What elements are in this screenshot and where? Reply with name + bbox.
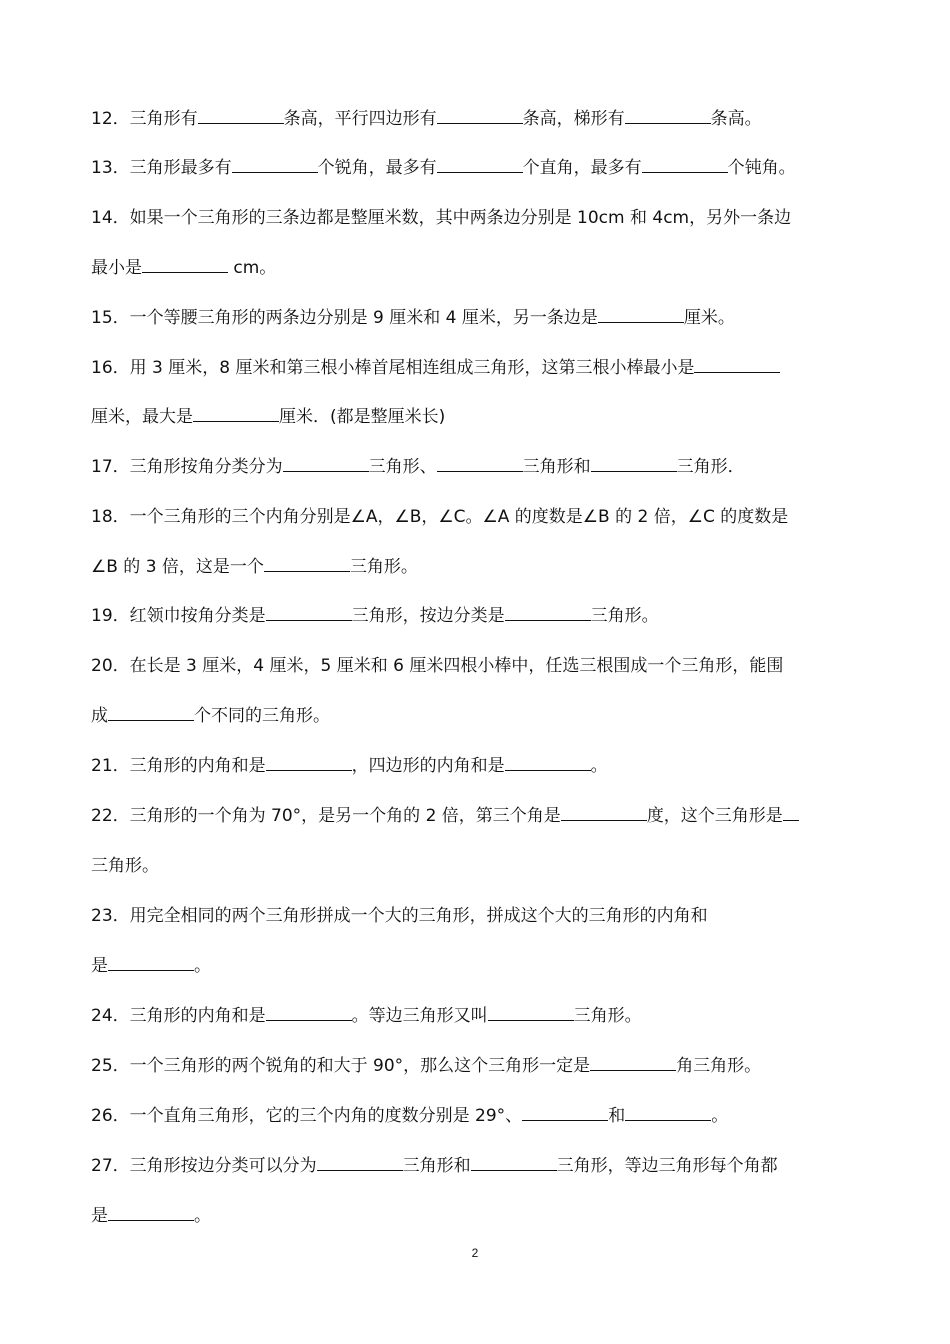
question-text: 条高，平行四边形有 [283,109,437,129]
question-text: ．三角形有 [112,109,198,129]
question-line [91,1205,211,1227]
answer-blank[interactable] [108,706,194,721]
question-line [91,905,708,927]
answer-blank[interactable] [591,457,677,472]
answer-blank[interactable] [783,806,799,821]
answer-blank[interactable] [437,457,523,472]
question-text: 是 [91,956,108,976]
answer-blank[interactable] [505,606,591,621]
question-text: 条高，梯形有 [522,109,625,129]
answer-blank[interactable] [437,158,523,173]
answer-blank[interactable] [642,158,728,173]
question-line [91,1105,728,1127]
question-text: ．一个直角三角形，它的三个内角的度数分别是 29°、 [112,1106,523,1126]
question-line [91,805,799,827]
question-text: ．用完全相同的两个三角形拼成一个大的三角形，拼成这个大的三角形的内角和 [112,906,708,926]
question-text: ．三角形按边分类可以分为 [112,1156,317,1176]
question-number: 12 [91,109,113,129]
question-number: 27 [91,1156,113,1176]
question-text: ．一个等腰三角形的两条边分别是 9 厘米和 4 厘米，另一条边是 [112,308,598,328]
question-text: ．一个三角形的三个内角分别是∠A，∠B，∠C。∠A 的度数是∠B 的 2 倍，∠C 的度数是 [112,507,789,527]
question-text: ∠B 的 3 倍，这是一个 [91,557,264,577]
question-line [91,357,780,379]
question-number: 18 [91,507,113,527]
question-text: 度，这个三角形是 [646,806,783,826]
question-text: 。 [590,756,608,776]
question-text: 和 [608,1106,626,1126]
question-line [91,108,762,130]
question-line [91,655,783,677]
answer-blank[interactable] [283,457,369,472]
question-text: ，四边形的内角和是 [351,756,505,776]
question-number: 22 [91,806,113,826]
question-text: 条高。 [710,109,762,129]
question-number: 14 [91,208,113,228]
question-text: 三角形。 [349,557,418,577]
question-text: 角三角形。 [676,1056,762,1076]
answer-blank[interactable] [264,557,350,572]
question-text: 三角形。 [590,606,659,626]
question-text: 厘米．(都是整厘米长) [279,407,446,427]
answer-blank[interactable] [694,358,780,373]
question-text: ．三角形的内角和是 [112,1006,266,1026]
question-line [91,307,735,329]
question-number: 13 [91,158,113,178]
question-number: 26 [91,1106,113,1126]
question-number: 25 [91,1056,113,1076]
question-text: ．三角形最多有 [112,158,232,178]
page-number: 2 [471,1246,479,1260]
question-text: ．红领巾按角分类是 [112,606,266,626]
question-text: ．在长是 3 厘米，4 厘米，5 厘米和 6 厘米四根小棒中，任选三根围成一个三角形，能围 [112,656,784,676]
question-line [91,755,608,777]
question-text: ．如果一个三角形的三条边都是整厘米数，其中两条边分别是 10cm 和 4cm，另外一条边 [112,208,792,228]
question-line [91,955,211,977]
question-text: 厘米，最大是 [91,407,193,427]
question-text: 个钝角。 [727,158,796,178]
answer-blank[interactable] [193,407,279,422]
question-line [91,605,659,627]
answer-blank[interactable] [266,606,352,621]
answer-blank[interactable] [561,806,647,821]
question-line [91,705,330,727]
question-line [91,1055,761,1077]
question-number: 24 [91,1006,113,1026]
question-number: 21 [91,756,113,776]
question-line [91,157,796,179]
answer-blank[interactable] [108,1206,194,1221]
question-number: 19 [91,606,113,626]
question-text: 三角形。 [573,1006,642,1026]
question-text: 三角形和 [522,457,591,477]
question-text: 三角形、 [368,457,437,477]
question-text: 个不同的三角形。 [194,706,330,726]
answer-blank[interactable] [198,109,284,124]
question-line [91,1155,778,1177]
question-text: 三角形． [676,457,745,477]
question-line [91,556,418,578]
question-text: 是 [91,1206,108,1226]
answer-blank[interactable] [266,1006,352,1021]
answer-blank[interactable] [471,1156,557,1171]
answer-blank[interactable] [142,258,228,273]
question-number: 23 [91,906,113,926]
question-line [91,855,159,877]
question-text: 三角形，按边分类是 [351,606,505,626]
question-number: 17 [91,457,113,477]
question-text: 三角形。 [91,856,159,876]
question-line [91,257,276,279]
question-text: 最小是 [91,258,142,278]
answer-blank[interactable] [437,109,523,124]
question-text: 个直角，最多有 [522,158,642,178]
question-text: 。等边三角形又叫 [351,1006,488,1026]
answer-blank[interactable] [625,1106,711,1121]
question-text: 个锐角，最多有 [317,158,437,178]
answer-blank[interactable] [505,756,591,771]
answer-blank[interactable] [598,308,684,323]
question-text: 厘米。 [683,308,735,328]
answer-blank[interactable] [488,1006,574,1021]
question-number: 16 [91,358,113,378]
question-text: 三角形和 [402,1156,471,1176]
answer-blank[interactable] [590,1056,676,1071]
question-number: 15 [91,308,113,328]
answer-blank[interactable] [232,158,318,173]
question-text: 成 [91,706,108,726]
question-line [91,406,445,428]
question-text: 三角形，等边三角形每个角都 [556,1156,778,1176]
answer-blank[interactable] [625,109,711,124]
answer-blank[interactable] [266,756,352,771]
question-text: ．三角形按角分类分为 [112,457,283,477]
question-text: 。 [194,956,211,976]
question-text: cm。 [228,258,277,278]
question-text: ．一个三角形的两个锐角的和大于 90°，那么这个三角形一定是 [112,1056,591,1076]
question-text: ．用 3 厘米，8 厘米和第三根小棒首尾相连组成三角形，这第三根小棒最小是 [112,358,695,378]
answer-blank[interactable] [317,1156,403,1171]
answer-blank[interactable] [522,1106,608,1121]
question-line [91,1005,642,1027]
question-text: 。 [194,1206,211,1226]
question-line [91,207,791,229]
question-line [91,506,788,528]
question-line [91,456,745,478]
answer-blank[interactable] [108,956,194,971]
question-text: ．三角形的一个角为 70°，是另一个角的 2 倍，第三个角是 [112,806,561,826]
question-number: 20 [91,656,113,676]
question-text: ．三角形的内角和是 [112,756,266,776]
question-text: 。 [711,1106,729,1126]
